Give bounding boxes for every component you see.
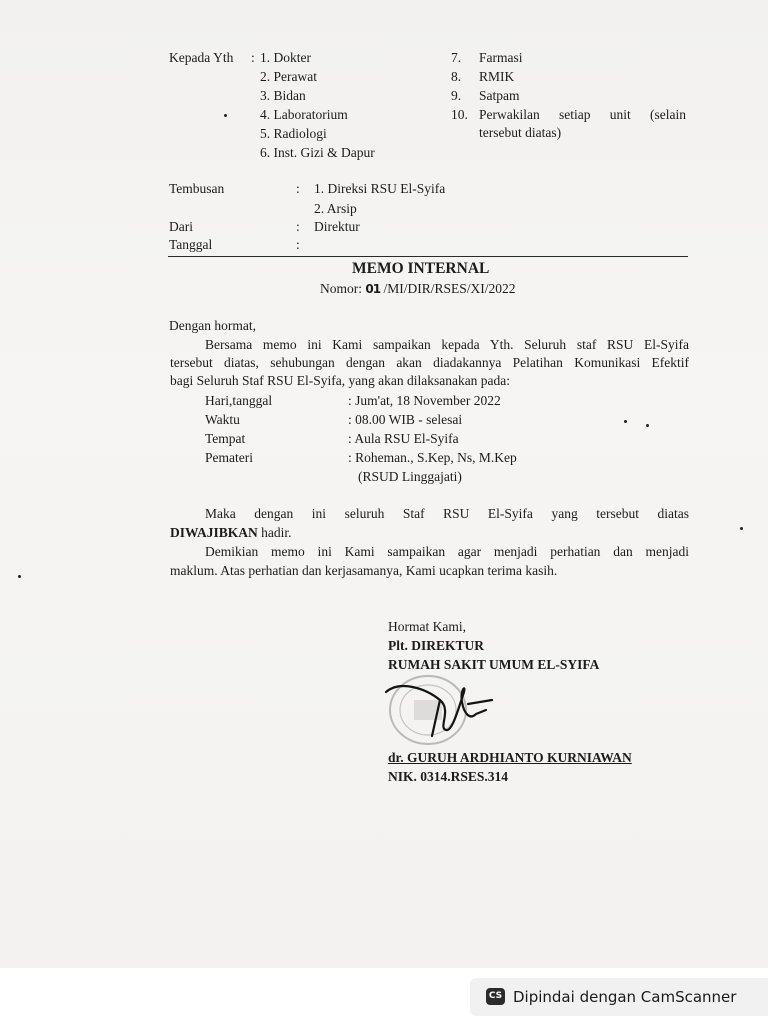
dari-colon: : (296, 219, 300, 234)
memo-title: MEMO INTERNAL (352, 260, 490, 277)
camscanner-logo-icon: CS (486, 988, 505, 1005)
detail-value: (RSUD Linggajati) (358, 469, 462, 484)
detail-label: Pemateri (205, 450, 253, 465)
paragraph-line: maklum. Atas perhatian dan kerjasamanya, Kami ucapkan terima kasih. (170, 563, 558, 578)
paragraph-line: Maka dengan ini seluruh Staf RSU El-Syifa yang tersebut diatas (205, 506, 689, 521)
recipient-item: RMIK (479, 69, 515, 84)
recipient-number: 9. (451, 88, 462, 103)
header-divider (168, 256, 688, 257)
scan-speck (624, 420, 627, 423)
official-stamp (380, 670, 500, 752)
nomor-value: /MI/DIR/RSES/XI/2022 (383, 281, 516, 296)
salutation: Dengan hormat, (169, 318, 256, 333)
paragraph-text: hadir. (257, 525, 292, 540)
detail-value: : Jum'at, 18 November 2022 (348, 393, 501, 408)
paragraph-line: tersebut diatas, sehubungan dengan akan diadakannya Pelatihan Komunikasi Efektif (170, 355, 689, 370)
nomor-label: Nomor: (320, 281, 362, 296)
dari-value: Direktur (314, 219, 360, 234)
recipient-item: 3. Bidan (260, 88, 306, 103)
signer-institution: RUMAH SAKIT UMUM EL-SYIFA (388, 657, 600, 672)
scan-speck (224, 114, 227, 117)
detail-label: Hari,tanggal (205, 393, 273, 408)
recipient-number: 7. (451, 50, 462, 65)
kepada-label: Kepada Yth (169, 50, 234, 65)
camscanner-label: Dipindai dengan CamScanner (513, 988, 737, 1006)
tembusan-item: 2. Arsip (314, 201, 357, 216)
recipient-item: 2. Perawat (260, 69, 317, 84)
tembusan-label: Tembusan (169, 181, 225, 196)
tembusan-colon: : (296, 181, 300, 196)
memo-number (320, 281, 515, 297)
recipient-item: Perwakilan setiap unit (selain (479, 107, 686, 122)
scan-speck (646, 424, 649, 427)
detail-value: : Roheman., S.Kep, Ns, M.Kep (348, 450, 517, 465)
detail-value: : 08.00 WIB - selesai (348, 412, 463, 427)
recipient-number: 10. (451, 107, 468, 122)
scan-speck (18, 575, 21, 578)
recipient-item: tersebut diatas) (479, 125, 562, 140)
detail-value: : Aula RSU El-Syifa (348, 431, 459, 446)
detail-label: Tempat (205, 431, 246, 446)
detail-label: Waktu (205, 412, 240, 427)
paragraph-line: Demikian memo ini Kami sampaikan agar menjadi perhatian dan menjadi (205, 544, 689, 559)
nomor-handwritten: 01 (365, 282, 381, 296)
scan-speck (740, 527, 743, 530)
signer-nik: NIK. 0314.RSES.314 (388, 769, 509, 784)
recipient-item: Satpam (479, 88, 520, 103)
tembusan-item: 1. Direksi RSU El-Syifa (314, 181, 446, 196)
dari-label: Dari (169, 219, 193, 234)
recipient-item: Farmasi (479, 50, 523, 65)
recipient-item: 6. Inst. Gizi & Dapur (260, 145, 375, 160)
recipient-item: 1. Dokter (260, 50, 311, 65)
kepada-colon: : (251, 50, 255, 65)
signer-position: Plt. DIREKTUR (388, 638, 485, 653)
tanggal-label: Tanggal (169, 237, 213, 252)
recipient-number: 8. (451, 69, 462, 84)
emphasis-text: DIWAJIBKAN (170, 525, 258, 540)
recipient-item: 4. Laboratorium (260, 107, 348, 122)
paragraph-line: bagi Seluruh Staf RSU El-Syifa, yang akan dilaksanakan pada: (170, 373, 511, 388)
tanggal-colon: : (296, 237, 300, 252)
closing-text: Hormat Kami, (388, 619, 466, 634)
paragraph-line: Bersama memo ini Kami sampaikan kepada Yth. Seluruh staf RSU El-Syifa (205, 337, 689, 352)
recipient-item: 5. Radiologi (260, 126, 327, 141)
paragraph-line (170, 525, 292, 541)
signer-name: dr. GURUH ARDHIANTO KURNIAWAN (388, 750, 632, 765)
